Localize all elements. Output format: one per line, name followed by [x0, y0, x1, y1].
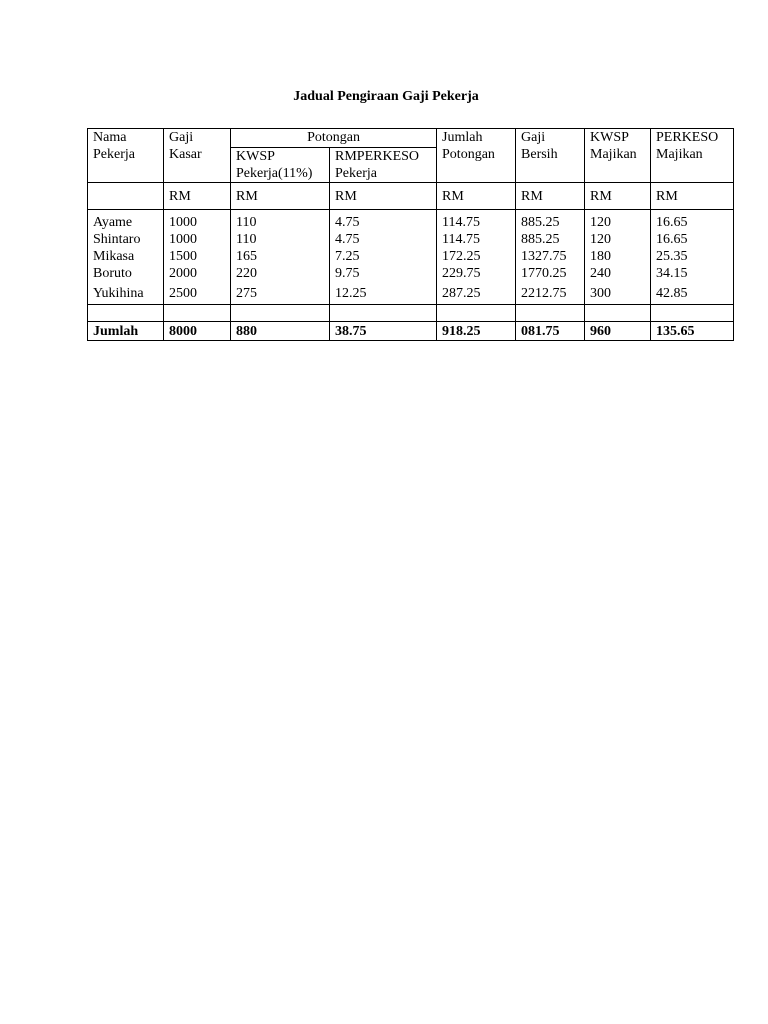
- total-perkeso-majikan: 135.65: [651, 322, 734, 341]
- cell-perkeso-majikan: 42.85: [651, 282, 734, 305]
- unit-cell: RM: [516, 183, 585, 210]
- header-gaji-kasar: Gaji Kasar: [164, 129, 231, 183]
- document-title: Jadual Pengiraan Gaji Pekerja: [293, 89, 479, 104]
- header-kwsp-pekerja: KWSP Pekerja(11%): [231, 148, 330, 183]
- cell-gaji-kasar: 1000: [164, 210, 231, 232]
- cell-jumlah-potongan: 114.75: [437, 231, 516, 248]
- cell-kwsp-majikan: 180: [585, 248, 651, 265]
- empty-cell: [516, 305, 585, 322]
- cell-gaji-bersih: 885.25: [516, 210, 585, 232]
- cell-gaji-bersih: 1327.75: [516, 248, 585, 265]
- cell-jumlah-potongan: 287.25: [437, 282, 516, 305]
- empty-cell: [437, 305, 516, 322]
- cell-nama: Mikasa: [88, 248, 164, 265]
- empty-cell: [164, 305, 231, 322]
- total-label: Jumlah: [88, 322, 164, 341]
- table-row: [88, 231, 734, 248]
- cell-perkeso-majikan: 34.15: [651, 265, 734, 282]
- cell-perkeso-pekerja: 4.75: [330, 210, 437, 232]
- empty-cell: [231, 305, 330, 322]
- cell-kwsp-pekerja: 220: [231, 265, 330, 282]
- total-kwsp-majikan: 960: [585, 322, 651, 341]
- cell-gaji-kasar: 1000: [164, 231, 231, 248]
- unit-cell: RM: [231, 183, 330, 210]
- unit-cell: RM: [164, 183, 231, 210]
- cell-kwsp-majikan: 120: [585, 210, 651, 232]
- cell-nama: Ayame: [88, 210, 164, 232]
- empty-cell: [88, 305, 164, 322]
- unit-cell: RM: [330, 183, 437, 210]
- cell-perkeso-pekerja: 4.75: [330, 231, 437, 248]
- table-row: [88, 248, 734, 265]
- cell-jumlah-potongan: 229.75: [437, 265, 516, 282]
- empty-cell: [585, 305, 651, 322]
- total-kwsp-pekerja: 880: [231, 322, 330, 341]
- cell-perkeso-pekerja: 12.25: [330, 282, 437, 305]
- cell-perkeso-pekerja: 9.75: [330, 265, 437, 282]
- header-potongan: Potongan: [231, 129, 437, 148]
- cell-gaji-kasar: 2500: [164, 282, 231, 305]
- unit-cell: RM: [651, 183, 734, 210]
- cell-kwsp-pekerja: 165: [231, 248, 330, 265]
- total-perkeso-pekerja: 38.75: [330, 322, 437, 341]
- cell-perkeso-majikan: 25.35: [651, 248, 734, 265]
- table-row: [88, 210, 734, 232]
- empty-row: [88, 305, 734, 322]
- total-row: [88, 322, 734, 341]
- unit-cell: RM: [437, 183, 516, 210]
- cell-jumlah-potongan: 114.75: [437, 210, 516, 232]
- cell-jumlah-potongan: 172.25: [437, 248, 516, 265]
- cell-nama: Yukihina: [88, 282, 164, 305]
- empty-cell: [330, 305, 437, 322]
- total-jumlah-potongan: 918.25: [437, 322, 516, 341]
- cell-gaji-kasar: 1500: [164, 248, 231, 265]
- header-row-1: [88, 129, 734, 148]
- cell-nama: Shintaro: [88, 231, 164, 248]
- unit-cell: RM: [585, 183, 651, 210]
- header-gaji-bersih: Gaji Bersih: [516, 129, 585, 183]
- cell-kwsp-pekerja: 110: [231, 231, 330, 248]
- cell-gaji-bersih: 2212.75: [516, 282, 585, 305]
- total-gaji-bersih: 081.75: [516, 322, 585, 341]
- total-gaji-kasar: 8000: [164, 322, 231, 341]
- cell-gaji-kasar: 2000: [164, 265, 231, 282]
- cell-kwsp-majikan: 240: [585, 265, 651, 282]
- header-jumlah-potongan: Jumlah Potongan: [437, 129, 516, 183]
- table-row: [88, 265, 734, 282]
- cell-kwsp-majikan: 120: [585, 231, 651, 248]
- units-row: [88, 183, 734, 210]
- unit-cell: [88, 183, 164, 210]
- empty-cell: [651, 305, 734, 322]
- salary-table: [87, 128, 734, 341]
- cell-gaji-bersih: 885.25: [516, 231, 585, 248]
- header-perkeso-majikan: PERKESO Majikan: [651, 129, 734, 183]
- cell-nama: Boruto: [88, 265, 164, 282]
- table-row: [88, 282, 734, 305]
- cell-gaji-bersih: 1770.25: [516, 265, 585, 282]
- cell-kwsp-majikan: 300: [585, 282, 651, 305]
- header-nama-pekerja: Nama Pekerja: [88, 129, 164, 183]
- cell-perkeso-majikan: 16.65: [651, 210, 734, 232]
- header-kwsp-majikan: KWSP Majikan: [585, 129, 651, 183]
- cell-kwsp-pekerja: 110: [231, 210, 330, 232]
- header-perkeso-pekerja: RMPERKESO Pekerja: [330, 148, 437, 183]
- cell-perkeso-majikan: 16.65: [651, 231, 734, 248]
- cell-kwsp-pekerja: 275: [231, 282, 330, 305]
- cell-perkeso-pekerja: 7.25: [330, 248, 437, 265]
